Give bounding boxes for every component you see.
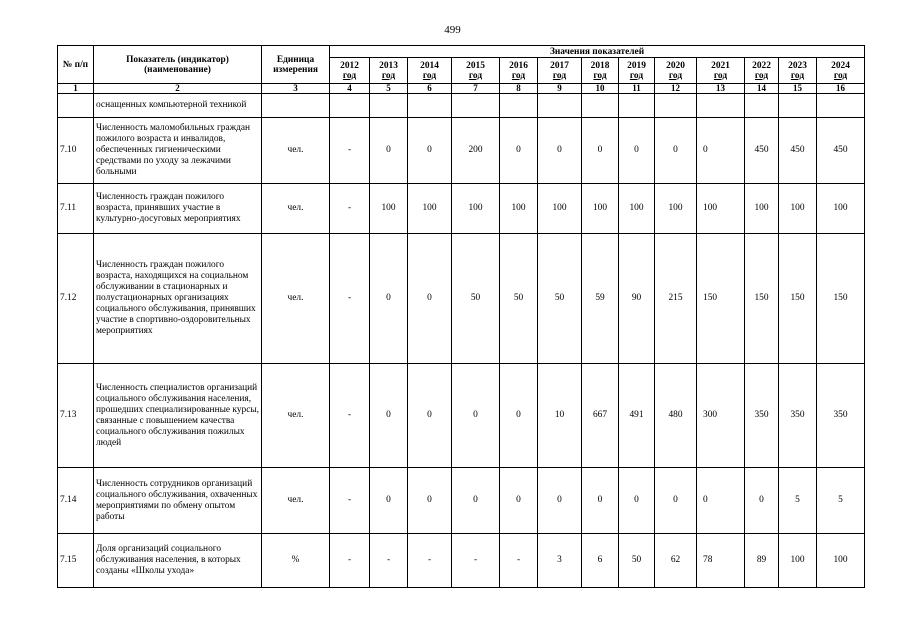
year-label: 2023 bbox=[788, 60, 807, 71]
value-cell: 0 bbox=[452, 364, 500, 468]
year-unit-label: год bbox=[381, 70, 396, 81]
value-cell: 0 bbox=[538, 118, 582, 184]
value-cell bbox=[500, 94, 538, 118]
value-cell bbox=[582, 94, 619, 118]
year-header bbox=[500, 58, 538, 84]
column-number: 14 bbox=[745, 84, 779, 94]
value-cell bbox=[330, 94, 370, 118]
year-header bbox=[452, 58, 500, 84]
value-cell bbox=[619, 94, 655, 118]
value-cell: 0 bbox=[408, 118, 452, 184]
value-cell: 0 bbox=[655, 118, 697, 184]
year-header bbox=[697, 58, 745, 84]
value-cell: 10 bbox=[538, 364, 582, 468]
table-row bbox=[58, 94, 865, 118]
year-unit-label: год bbox=[422, 70, 437, 81]
value-cell: 100 bbox=[408, 184, 452, 234]
value-cell: 50 bbox=[538, 234, 582, 364]
value-cell bbox=[452, 94, 500, 118]
row-number: 7.11 bbox=[58, 184, 94, 234]
row-number bbox=[58, 94, 94, 118]
value-cell: 0 bbox=[370, 118, 408, 184]
table-header bbox=[58, 46, 865, 94]
year-label: 2019 bbox=[627, 60, 646, 71]
value-cell: 100 bbox=[817, 534, 865, 588]
row-number: 7.13 bbox=[58, 364, 94, 468]
num-header: № п/п bbox=[58, 46, 94, 84]
value-cell: 215 bbox=[655, 234, 697, 364]
value-cell: 450 bbox=[745, 118, 779, 184]
column-number: 9 bbox=[538, 84, 582, 94]
value-cell: 0 bbox=[619, 468, 655, 534]
value-cell: 0 bbox=[538, 468, 582, 534]
value-cell: 100 bbox=[582, 184, 619, 234]
value-cell: 150 bbox=[697, 234, 745, 364]
unit-cell: чел. bbox=[262, 468, 330, 534]
page-number: 499 bbox=[444, 24, 461, 36]
value-cell: 350 bbox=[779, 364, 817, 468]
indicator-name: Численность специалистов организаций социального обслуживания населения, прошедших специализированные курсы, связанные с повышением качества социального обслуживания пожилых людей bbox=[94, 364, 262, 468]
indicator-header: Показатель (индикатор) (наименование) bbox=[94, 46, 262, 84]
value-cell: 100 bbox=[538, 184, 582, 234]
value-cell: - bbox=[370, 534, 408, 588]
year-header bbox=[655, 58, 697, 84]
year-label: 2015 bbox=[466, 60, 485, 71]
value-cell: 0 bbox=[500, 468, 538, 534]
value-cell: 0 bbox=[619, 118, 655, 184]
value-cell: 0 bbox=[745, 468, 779, 534]
value-cell: 0 bbox=[452, 468, 500, 534]
year-label: 2013 bbox=[379, 60, 398, 71]
value-cell: 100 bbox=[779, 534, 817, 588]
value-cell: - bbox=[330, 234, 370, 364]
value-cell: 300 bbox=[697, 364, 745, 468]
year-label: 2017 bbox=[550, 60, 569, 71]
year-header bbox=[538, 58, 582, 84]
value-cell: 100 bbox=[697, 184, 745, 234]
year-unit-label: год bbox=[713, 70, 728, 81]
value-cell: 0 bbox=[370, 234, 408, 364]
year-label: 2014 bbox=[420, 60, 439, 71]
table-row bbox=[58, 364, 865, 468]
year-header bbox=[330, 58, 370, 84]
table-body bbox=[58, 94, 865, 588]
unit-cell: чел. bbox=[262, 364, 330, 468]
value-cell bbox=[408, 94, 452, 118]
indicators-table bbox=[57, 45, 865, 588]
table-row bbox=[58, 468, 865, 534]
column-number: 12 bbox=[655, 84, 697, 94]
table-row bbox=[58, 184, 865, 234]
year-label: 2020 bbox=[666, 60, 685, 71]
value-cell: 0 bbox=[582, 468, 619, 534]
value-cell: 0 bbox=[500, 118, 538, 184]
value-cell: 150 bbox=[817, 234, 865, 364]
value-cell: - bbox=[330, 118, 370, 184]
year-header bbox=[619, 58, 655, 84]
column-number: 10 bbox=[582, 84, 619, 94]
year-header bbox=[370, 58, 408, 84]
column-number: 3 bbox=[262, 84, 330, 94]
year-unit-label: год bbox=[593, 70, 607, 81]
value-cell: 0 bbox=[408, 234, 452, 364]
value-cell: 200 bbox=[452, 118, 500, 184]
value-cell: 3 bbox=[538, 534, 582, 588]
year-unit-label: год bbox=[668, 70, 683, 81]
value-cell: 450 bbox=[779, 118, 817, 184]
unit-cell: % bbox=[262, 534, 330, 588]
value-cell bbox=[697, 94, 745, 118]
value-cell: 100 bbox=[779, 184, 817, 234]
value-cell: 0 bbox=[500, 364, 538, 468]
value-cell: 100 bbox=[452, 184, 500, 234]
year-unit-label: год bbox=[552, 70, 567, 81]
value-cell: 350 bbox=[817, 364, 865, 468]
value-cell: 0 bbox=[697, 118, 745, 184]
value-cell: - bbox=[330, 534, 370, 588]
year-unit-label: год bbox=[629, 70, 644, 81]
column-number: 7 bbox=[452, 84, 500, 94]
value-cell: 100 bbox=[817, 184, 865, 234]
year-header bbox=[408, 58, 452, 84]
year-label: 2018 bbox=[590, 60, 610, 71]
year-unit-label: год bbox=[790, 70, 805, 81]
value-cell: 480 bbox=[655, 364, 697, 468]
year-unit-label: год bbox=[342, 70, 357, 81]
year-header bbox=[779, 58, 817, 84]
value-cell: - bbox=[330, 468, 370, 534]
value-cell: 0 bbox=[582, 118, 619, 184]
year-unit-label: год bbox=[833, 70, 848, 81]
values-header: Значения показателей bbox=[330, 46, 865, 58]
unit-cell: чел. bbox=[262, 118, 330, 184]
year-unit-label: год bbox=[468, 70, 483, 81]
table-row bbox=[58, 534, 865, 588]
column-number: 15 bbox=[779, 84, 817, 94]
value-cell: 89 bbox=[745, 534, 779, 588]
column-number: 2 bbox=[94, 84, 262, 94]
value-cell: 100 bbox=[500, 184, 538, 234]
unit-header: Единица измерения bbox=[262, 46, 330, 84]
column-number: 6 bbox=[408, 84, 452, 94]
value-cell: 62 bbox=[655, 534, 697, 588]
year-header bbox=[582, 58, 619, 84]
column-number: 13 bbox=[697, 84, 745, 94]
value-cell: 150 bbox=[779, 234, 817, 364]
value-cell: 59 bbox=[582, 234, 619, 364]
unit-cell bbox=[262, 94, 330, 118]
indicator-name: оснащенных компьютерной техникой bbox=[94, 94, 262, 118]
value-cell: 100 bbox=[745, 184, 779, 234]
value-cell: 0 bbox=[370, 364, 408, 468]
row-number: 7.14 bbox=[58, 468, 94, 534]
value-cell: 50 bbox=[452, 234, 500, 364]
year-unit-label: год bbox=[511, 70, 526, 81]
value-cell: 0 bbox=[697, 468, 745, 534]
row-number: 7.10 bbox=[58, 118, 94, 184]
year-label: 2016 bbox=[509, 60, 528, 71]
year-label: 2024 bbox=[831, 60, 850, 71]
table-row bbox=[58, 118, 865, 184]
value-cell: 491 bbox=[619, 364, 655, 468]
value-cell: 5 bbox=[817, 468, 865, 534]
value-cell bbox=[538, 94, 582, 118]
year-label: 2022 bbox=[752, 60, 771, 71]
year-header bbox=[745, 58, 779, 84]
column-number: 4 bbox=[330, 84, 370, 94]
value-cell: 5 bbox=[779, 468, 817, 534]
value-cell: - bbox=[330, 364, 370, 468]
indicator-name: Численность сотрудников организаций социального обслуживания, охваченных мероприятиями по обмену опытом работы bbox=[94, 468, 262, 534]
table-row bbox=[58, 234, 865, 364]
value-cell: 100 bbox=[619, 184, 655, 234]
value-cell bbox=[655, 94, 697, 118]
value-cell: 6 bbox=[582, 534, 619, 588]
value-cell: 350 bbox=[745, 364, 779, 468]
value-cell: 100 bbox=[370, 184, 408, 234]
column-number: 8 bbox=[500, 84, 538, 94]
value-cell: - bbox=[500, 534, 538, 588]
row-number: 7.15 bbox=[58, 534, 94, 588]
indicator-name: Доля организаций социального обслуживания населения, в которых созданы «Школы ухода» bbox=[94, 534, 262, 588]
year-label: 2021 bbox=[711, 60, 730, 71]
value-cell: 78 bbox=[697, 534, 745, 588]
indicator-name: Численность граждан пожилого возраста, находящихся на социальном обслуживании в стационарных и полустационарных организациях социального обслуживания, принявших участие в спортивно-оздоровительных мероприятиях bbox=[94, 234, 262, 364]
value-cell: 0 bbox=[408, 468, 452, 534]
year-label: 2012 bbox=[340, 60, 359, 71]
value-cell: 0 bbox=[408, 364, 452, 468]
value-cell bbox=[370, 94, 408, 118]
value-cell: 50 bbox=[619, 534, 655, 588]
value-cell: 0 bbox=[370, 468, 408, 534]
unit-cell: чел. bbox=[262, 184, 330, 234]
value-cell: 50 bbox=[500, 234, 538, 364]
column-number: 1 bbox=[58, 84, 94, 94]
value-cell bbox=[779, 94, 817, 118]
value-cell: 90 bbox=[619, 234, 655, 364]
value-cell: 0 bbox=[655, 468, 697, 534]
value-cell: - bbox=[452, 534, 500, 588]
value-cell: 150 bbox=[745, 234, 779, 364]
value-cell: 667 bbox=[582, 364, 619, 468]
column-number: 5 bbox=[370, 84, 408, 94]
value-cell: - bbox=[408, 534, 452, 588]
year-header bbox=[817, 58, 865, 84]
column-number: 16 bbox=[817, 84, 865, 94]
value-cell: 100 bbox=[655, 184, 697, 234]
row-number: 7.12 bbox=[58, 234, 94, 364]
value-cell bbox=[745, 94, 779, 118]
year-unit-label: год bbox=[754, 70, 769, 81]
value-cell: - bbox=[330, 184, 370, 234]
indicator-name: Численность маломобильных граждан пожилого возраста и инвалидов, обеспеченных гигиеническими средствами по уходу за лежачими больными bbox=[94, 118, 262, 184]
column-number: 11 bbox=[619, 84, 655, 94]
value-cell bbox=[817, 94, 865, 118]
indicator-name: Численность граждан пожилого возраста, принявших участие в культурно-досуговых мероприятиях bbox=[94, 184, 262, 234]
unit-cell: чел. bbox=[262, 234, 330, 364]
value-cell: 450 bbox=[817, 118, 865, 184]
